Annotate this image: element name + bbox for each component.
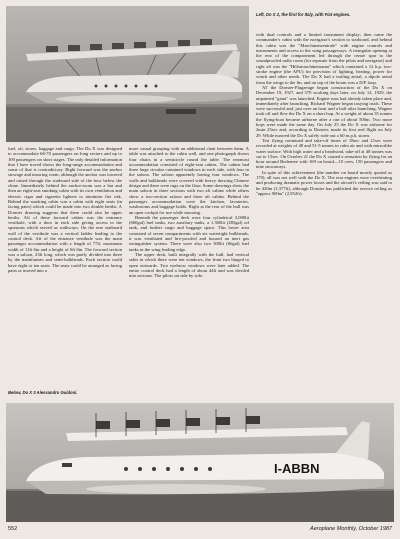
paragraph: with dual controls and a limited instrument display; then came the commander's cabin with the navigator's section to starboard, and behind this cabin was the "Maschinenzentrale" with engine controls and instruments and access to the wing passageways. A triangular opening at the rear of the compartment led through the centre spar to the soundproofed radio room (for separate from the pilots and navigator) and right aft was the "Hilfsmaschinenraum" which contained a 12 h.p. two-stroke engine (the APU) for provision of lighting, heating, power for winch and other needs. The Do X had a trailing aerial, a dipole aerial from the wings to the fin, and on top of the boom was a D/F loop. <box>256 32 392 85</box>
article-column-2 <box>129 146 249 399</box>
photo-do-x-3 <box>6 403 394 522</box>
paragraph: The upper deck, built integrally with the hull, had vertical sides in which there were ten windows, the front two hinged to open outwards. Two eyebrow windows were later added. The entire control deck had a length of about 44ft and was divided into sections. The pilots sat side by side, <box>129 251 249 279</box>
article-column-1 <box>8 146 122 384</box>
caption-top-text: Left, Do X 2, the first for Italy, with Fiat engines. <box>256 12 351 17</box>
magazine-footer: Aeroplane Monthly, October 1987 <box>310 526 392 532</box>
caption-bottom <box>8 390 148 395</box>
paragraph: In spite of this achievement (the number on board mostly quoted as 170), all was not well with the Do X. The rear engines were overheating and producing dramatic power losses and the aircraft's ceiling was said to be 420m (1,377ft), although Dornier has published the service ceiling as "approx 900m" (2,952ft). <box>256 169 392 196</box>
paragraph: fuel, oil, stores, baggage and cargo. The Do X was designed to accommodate 66-70 passengers on long sectors and up to 100 passengers on short stages. The only detailed information that I have traced shows the long-range accommodation and some of that is contradictory. Right forward was the anchor stowage and mooring room, although the anchor was lowered and raised through the starboard side of the bow below the chine. Immediately behind the anchor-room was a bar and then an eight-seat smoking cabin with its own ventilation and electric cigar and cigarette lighters to minimise fire risk. Behind the smoking cabin was a cabin with eight seats (in facing pairs) which could be made into two double berths. A Dornier drawing suggests that there could also be upper berths. Aft of these forward cabins was the entrance vestibule, with a door in each side giving access to the sponsons which served as walkways. On the rear starboard wall of the vestibule was a vertical ladder leading to the control deck. Aft of the entrance vestibule was the main passenger accommodation with a length of 77ft, maximum width of 11ft 6in and a height of 6ft 6in. The forward section was a saloon, 23ft long, which was partly divided into three by the mainframes and semi-bulkheads. Each section could have eight or ten seats. The seats could be arranged as facing pairs or moved into a <box>8 146 122 273</box>
page-number: 552 <box>8 526 18 532</box>
aircraft-registration: I-ABBN <box>274 461 320 476</box>
caption-top <box>256 12 391 17</box>
flying-boat-photo-bottom <box>6 403 394 522</box>
caption-bottom-text: Below, Do X 3 Alessandro Guidoni. <box>8 390 78 395</box>
paragraph: Beneath the passenger deck were four cylindrical 3,000lit (660gal) fuel tanks, two auxiliary tanks, a 1,300lit (285gal) oil tank, and further cargo and baggage space. This lower area consisted of seven compartments with six watertight bulkheads, it was ventilated and fire-proofed and housed an inert gas extinguisher system. There were also two 300lit (66gal) fuel tanks in the wing leading edge. <box>129 214 249 252</box>
flying-boat-photo-top <box>6 6 249 142</box>
article-column-3 <box>256 32 392 401</box>
paragraph: Test flying continued and take-off times of 18sec and 21sec were recorded at weights of 48 and 51-5 tonnes in calm air and with mirrorlike water surface. With high water and a headwind, take-off at 48 tonnes was cut to 15sec. On October 21 the Do X caused a sensation by flying for an hour around Bodensee with 169 on board—10 crew, 150 passengers and nine stowaways. <box>256 137 392 170</box>
paragraph: AT the Dornier-Flugzeuge began construction of the Do X on December 19, 1927, and 570 working days later, on July 12, 1929, the unpainted "giant" was launched. Engine runs had already taken place and, immediately after launching, Richard Wagner began taxying trials. These were successful and, just over an hour and a half after launching, Wagner took off and flew the Do X on a short hop. At a weight of about 35 tonnes the flying-boat became airborne after a run of about 500m. Two more hops were made the same day. On July 25 the Do X was airborne for 2min 25sec and, according to Dornier, made its first real flight on July 29. While moored the Do X safely rode out a 60 m.p.h. storm. <box>256 84 392 138</box>
paragraph: more casual grouping with an additional chair between them. A table was attached to the cabin wall, and one photograph shows four chairs in a semicircle round the table. The rearmost accommodation consisted of eight-seat cabins. The cabins had three large circular curtained windows in each side, with four in the saloon. The saloon apparently having four windows. The walls and bulkheads were covered with heavy drawing Chinese design and there were rugs on the floor. Some drawings show the main saloon in three sections with two aft cabins while others show a two-section saloon and three aft cabins. Behind the passenger accommodation were the kitchen, lavatories, washrooms and baggage holds. Right at the rear of the hull was an open cockpit for use while mooring. <box>129 146 249 215</box>
photo-do-x-2 <box>6 6 249 142</box>
